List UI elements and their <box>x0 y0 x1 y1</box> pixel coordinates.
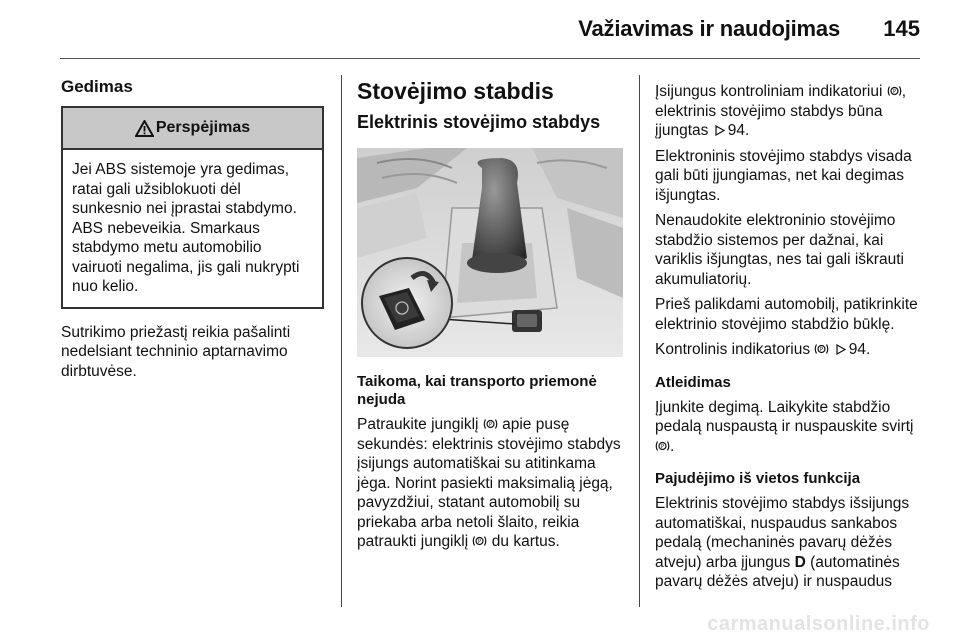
watermark: carmanualsonline.info <box>707 613 930 635</box>
column-divider-2 <box>639 75 640 607</box>
heading-drive-away: Pajudėjimo iš vietos funkcija <box>655 470 861 487</box>
page-number: 145 <box>883 16 920 41</box>
text-segment: . <box>670 437 675 455</box>
paragraph-control-indicator <box>655 340 925 360</box>
warning-text: Jei ABS sistemoje yra gedimas, ratai gali užsiblokuoti dėl sunkesnio nei įprastai stabdymo. ABS nebeveikia. Smarkaus stabdymo metu automobilio vairuoti negalima, jis gali nukrypti nuo kelio. <box>72 161 300 295</box>
text-segment: Kontrolinis indikatorius <box>655 341 811 358</box>
column-1 <box>61 76 326 387</box>
svg-text:P: P <box>478 539 482 545</box>
header-rule <box>60 58 920 59</box>
parking-brake-photo <box>357 148 623 357</box>
page-reference: 94. <box>727 122 750 139</box>
text-segment: Patraukite jungiklį <box>357 416 479 433</box>
parking-brake-icon <box>655 440 670 452</box>
parking-brake-icon <box>472 535 487 547</box>
paragraph-release <box>655 398 925 457</box>
text-segment: , elektrinis stovėjimo stabdys būna įjungtas <box>655 83 907 139</box>
text-segment: Įjunkite degimą. Laikykite stabdžio pedalą nuspaustą ir nuspauskite svirtį <box>655 398 914 435</box>
sub-heading: Elektrinis stovėjimo stabdys <box>357 112 601 132</box>
parking-brake-icon <box>483 418 498 430</box>
heading-stationary: Taikoma, kai transporto priemonė nejuda <box>357 373 597 408</box>
svg-text:P: P <box>660 443 665 450</box>
warning-box <box>61 106 324 309</box>
paragraph-drive-away <box>655 494 925 592</box>
parking-brake-icon <box>814 343 829 355</box>
page-reference-arrow-icon <box>714 125 725 136</box>
column-divider-1 <box>341 75 342 607</box>
page-reference-arrow-icon <box>835 344 846 355</box>
warning-triangle-icon <box>135 120 154 137</box>
heading-release: Atleidimas <box>655 373 731 391</box>
svg-text:P: P <box>820 347 824 353</box>
gear-d-label: D <box>794 553 806 571</box>
text-segment: (automatinės pavarų dėžės atveju) ir nuspaudus <box>655 553 900 590</box>
paragraph-always-on: Elektroninis stovėjimo stabdys visada gali būti įjungiamas, net kai degimas išjungtas. <box>655 147 912 204</box>
paragraph-repair: Sutrikimo priežastį reikia pašalinti nedelsiant techninio aptarnavimo dirbtuvėse. <box>61 323 291 380</box>
text-segment: Elektrinis stovėjimo stabdys išsijungs automatiškai, nuspaudus sankabos pedalą (mechaninės pavarų dėžės atveju) arba įjungus <box>655 495 910 571</box>
warning-label: Perspėjimas <box>155 119 251 137</box>
svg-text:P: P <box>488 422 492 428</box>
text-segment: du kartus. <box>491 533 560 550</box>
paragraph-pull-switch <box>357 415 625 552</box>
page-header-title: Važiavimas ir naudojimas <box>578 16 840 41</box>
page-reference: 94. <box>848 341 871 358</box>
svg-text:P: P <box>892 89 896 95</box>
paragraph-indicator <box>655 82 925 141</box>
section-heading-gedimas: Gedimas <box>61 77 133 96</box>
chapter-title: Stovėjimo stabdis <box>357 78 554 104</box>
warning-header <box>63 108 322 150</box>
parking-brake-icon <box>887 85 902 97</box>
text-segment: Įsijungus kontroliniam indikatoriui <box>655 83 883 100</box>
paragraph-check: Prieš palikdami automobilį, patikrinkite elektrinio stovėjimo stabdžio būklę. <box>655 296 918 333</box>
column-2 <box>357 76 625 558</box>
column-3 <box>655 82 925 598</box>
paragraph-battery: Nenaudokite elektroninio stovėjimo stabdžio sistemos per dažnai, kai variklis išjungtas, nes tai gali iškrauti akumuliatorių. <box>655 212 904 288</box>
text-segment: apie pusę sekundės: elektrinis stovėjimo stabdys įsijungs automatiškai su atitinkama jėga. Norint pasiekti maksimalią jėgą, pavyzdžiui, statant automobilį su priekaba arba netoli šlaito, reikia patraukti jungiklį <box>357 416 621 550</box>
